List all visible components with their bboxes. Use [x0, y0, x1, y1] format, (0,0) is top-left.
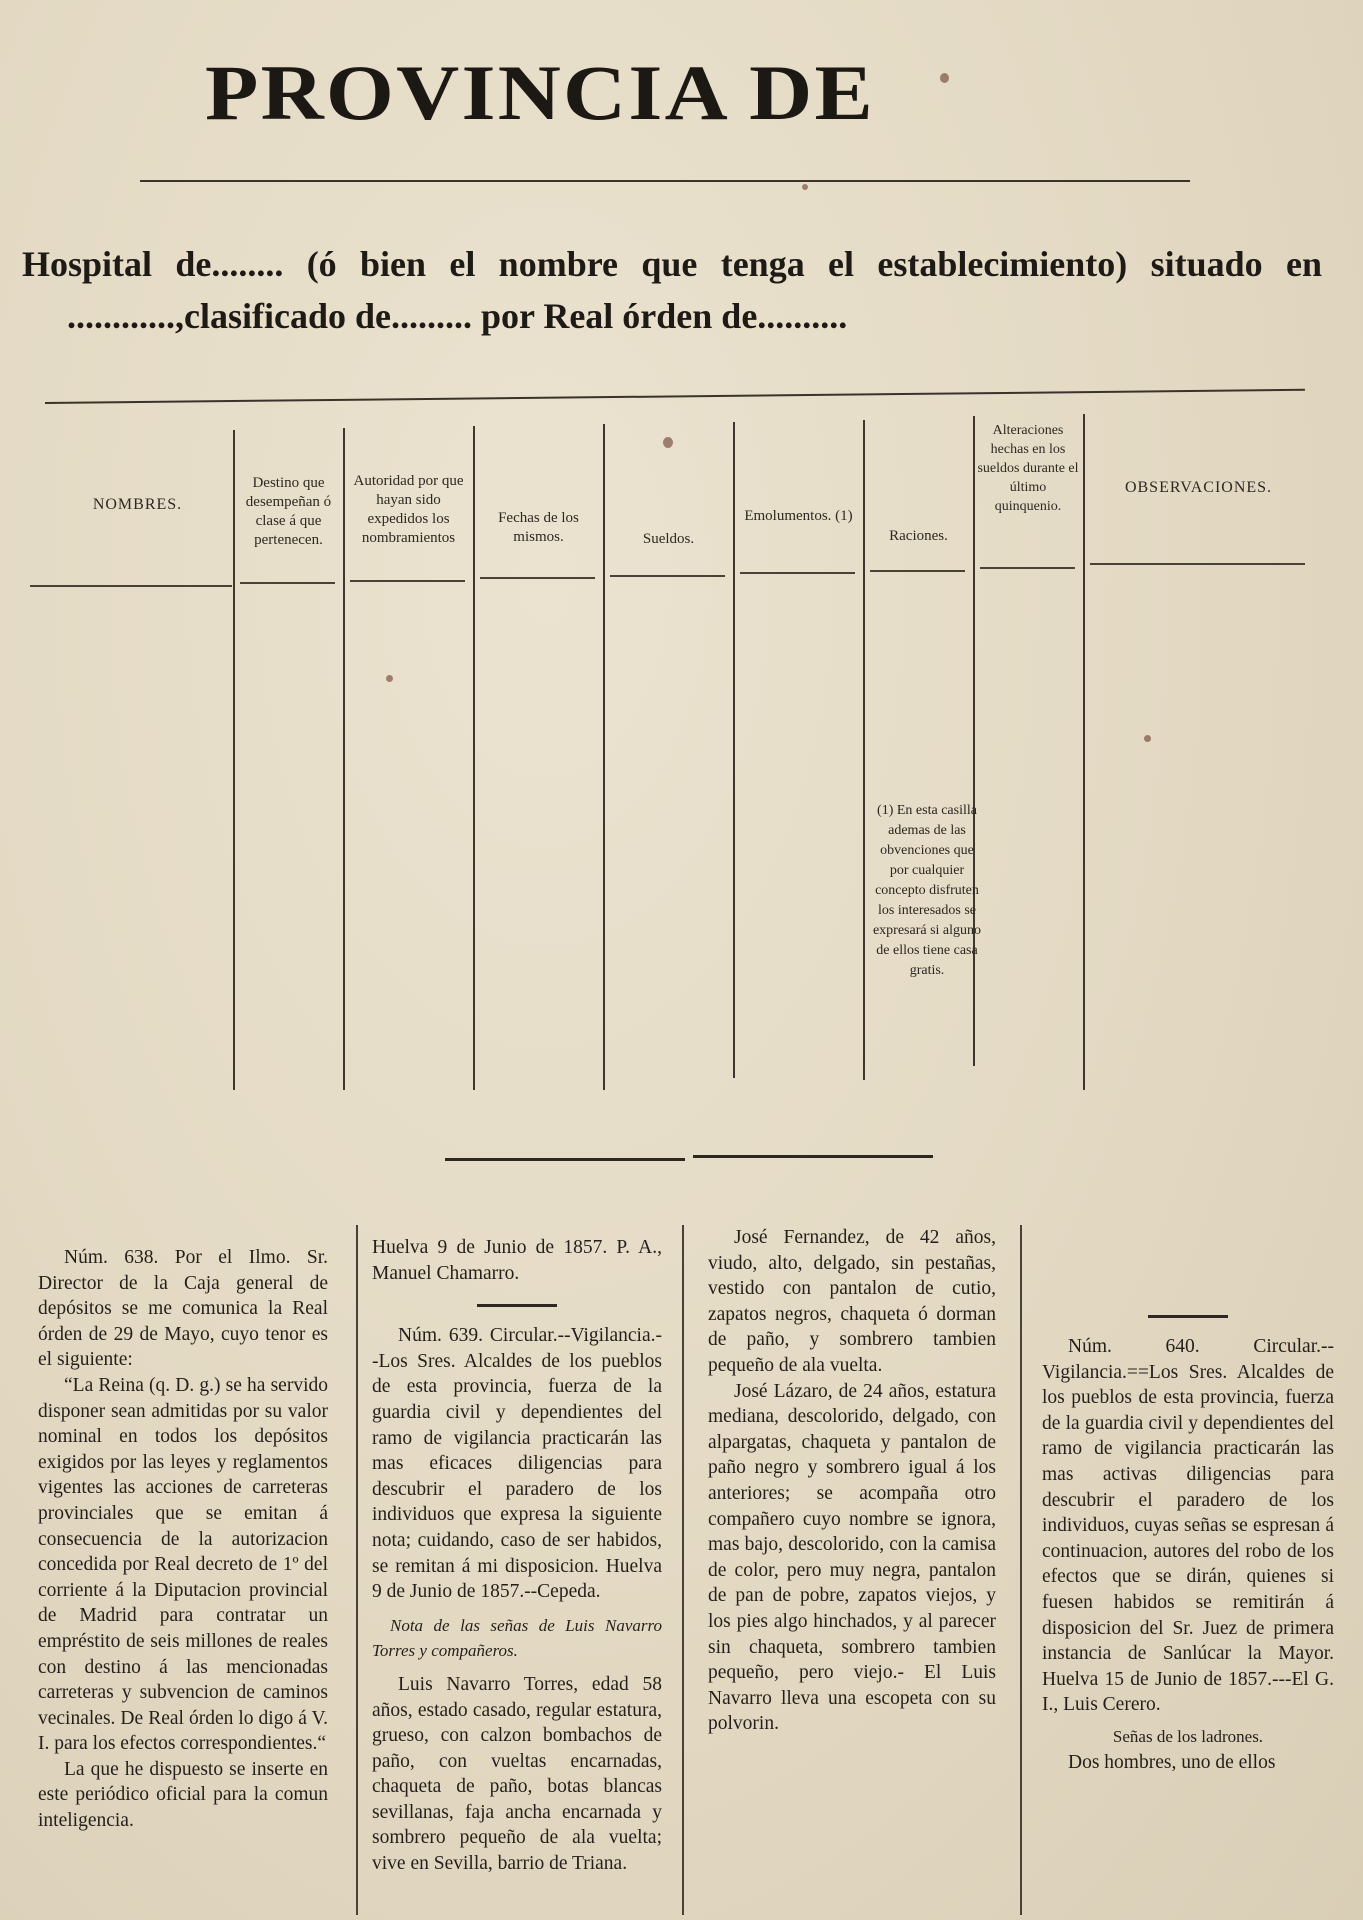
col-divider — [863, 420, 865, 1080]
col-divider — [603, 424, 605, 1090]
header-nombres: NOMBRES. — [92, 496, 183, 513]
header-underline — [740, 572, 855, 574]
header-underline — [1090, 563, 1305, 565]
hospital-title-line1: Hospital de........ (ó bien el nombre que tenga el establecimiento) situado en — [22, 244, 1322, 284]
article-638-closing: La que he dispuesto se inserte en este periódico oficial para la comun inteligencia. — [38, 1758, 328, 1832]
header-fechas: Fechas de los mismos. — [498, 510, 579, 545]
article-divider — [477, 1304, 557, 1307]
header-underline — [30, 585, 232, 587]
col-divider — [1083, 414, 1085, 1090]
header-autoridad: Autoridad por que hayan sido expedidos los nombramientos — [353, 473, 464, 546]
col-divider — [473, 426, 475, 1090]
stain — [663, 437, 673, 448]
article-divider — [1148, 1315, 1228, 1318]
column-rule — [356, 1225, 358, 1915]
article-639-description-1: Luis Navarro Torres, edad 58 años, estado casado, regular estatura, grueso, con calzon bombachos de paño, con vueltas encarnadas, chaqueta de paño, botas blancas sevillanas, faja ancha encarnada y sombrero pequeño de ala vuelta; vive en Sevilla, barrio de Triana. — [372, 1673, 662, 1875]
header-underline — [480, 577, 595, 579]
header-underline — [870, 570, 965, 572]
col-divider — [233, 430, 235, 1090]
header-underline — [610, 575, 725, 577]
article-639-description-2: José Fernandez, de 42 años, viudo, alto, delgado, sin pestañas, vestido con pantalon de cutio, zapatos negros, chaqueta ó dorman de paño, y sombrero tambien pequeño de ala vuelta. — [708, 1227, 996, 1376]
stain — [386, 675, 393, 682]
header-emolumentos: Emolumentos. (1) — [744, 508, 853, 524]
column-4 — [1042, 1225, 1334, 1775]
header-destino: Destino que desempeñan ó clase á que pertenecen. — [245, 475, 332, 548]
article-638 — [38, 1245, 328, 1834]
header-underline — [240, 582, 335, 584]
article-638-signature: Huelva 9 de Junio de 1857. P. A., Manuel Chamarro. — [372, 1237, 662, 1284]
column-rule — [1020, 1225, 1022, 1915]
separator-right — [693, 1155, 933, 1158]
header-raciones: Raciones. — [889, 528, 948, 544]
article-639-note-title: Nota de las señas de Luis Navarro Torres y compañeros. — [372, 1615, 662, 1661]
article-638-intro: Núm. 638. Por el Ilmo. Sr. Director de la Caja general de depósitos se me comunica la Real órden de 29 de Mayo, cuyo tenor es el siguiente: — [38, 1247, 328, 1371]
masthead: PROVINCIA DE — [205, 49, 876, 136]
stain — [802, 184, 808, 190]
header-observaciones: OBSERVACIONES. — [1124, 479, 1273, 496]
masthead-rule — [140, 180, 1190, 182]
col-divider — [733, 422, 735, 1078]
header-underline — [350, 580, 465, 582]
article-639-body: Núm. 639. Circular.--Vigilancia.--Los Sres. Alcaldes de los pueblos de esta provincia, fuerza de la guardia civil y dependientes del ramo de vigilancia practicarán las mas eficaces diligencias para descubrir el paradero de los individuos que expresa la siguiente nota; cuidando, caso de ser habidos, se remitan á mi disposicion. Huelva 9 de Junio de 1857.--Cepeda. — [372, 1325, 662, 1603]
col-divider — [343, 428, 345, 1090]
article-640-body: Núm. 640. Circular.--Vigilancia.==Los Sres. Alcaldes de los pueblos de esta provincia, fuerza de la guardia civil y dependientes del ramo de vigilancia practicarán las mas activas diligencias para descubrir el paradero de los individuos, cuyas señas se espresan á continuacion, autores del robo de los efectos que se dirán, quienes si fuesen habidos se remitirán á disposicion del Sr. Juez de primera instancia de Sanlúcar la Mayor. Huelva 15 de Junio de 1857.---El G. I., Luis Cerero. — [1042, 1336, 1334, 1716]
column-3 — [708, 1225, 996, 1737]
article-638-quote: “La Reina (q. D. g.) se ha servido disponer sean admitidas por su valor nominal en todos los depósitos exigidos por las leyes y reglamentos vigentes las acciones de carreteras provinciales que se emitan á consecuencia de la autorizacion concedida por Real decreto de 1º del corriente á la Diputacion provincial de Madrid para contratar un empréstito de seis millones de reales con destino á las mencionadas carreteras y subvencion de caminos vecinales. De Real órden lo digo á V. I. para los efectos correspondientes.“ — [38, 1374, 328, 1755]
header-sueldos: Sueldos. — [642, 531, 695, 547]
article-640-subtitle: Señas de los ladrones. — [1112, 1726, 1264, 1746]
separator-left — [445, 1158, 685, 1161]
stain — [1144, 735, 1151, 742]
table-footnote: (1) En esta casilla ademas de las obvenciones que por cualquier concepto disfruten los interesados se expresará si alguno de ellos tiene casa gratis. — [872, 803, 982, 978]
article-640-description: Dos hombres, uno de ellos — [1068, 1751, 1276, 1773]
header-underline — [980, 567, 1075, 569]
hospital-title-line2: ............,clasificado de......... por Real órden de.......... — [67, 296, 848, 336]
column-2 — [372, 1235, 662, 1877]
hospital-title — [22, 238, 1322, 342]
column-rule — [682, 1225, 684, 1915]
header-alteraciones: Alteraciones hechas en los sueldos durante el último quinquenio. — [977, 423, 1079, 514]
article-639-description-3: José Lázaro, de 24 años, estatura mediana, descolorido, delgado, con alpargatas, chaqueta y pantalon de paño negro y sombrero igual á los anteriores; se acompaña otro compañero cuyo nombre se ignora, mas bajo, descolorido, con la camisa de color, pero muy negra, pantalon de pan de pobre, zapatos viejos, y los pies algo hinchados, y al parecer sin chaqueta, sombrero tambien pequeño, pero viejo.- El Luis Navarro lleva una escopeta con su polvorin. — [708, 1380, 996, 1735]
table-top-rule — [45, 389, 1305, 404]
stain — [940, 73, 949, 83]
